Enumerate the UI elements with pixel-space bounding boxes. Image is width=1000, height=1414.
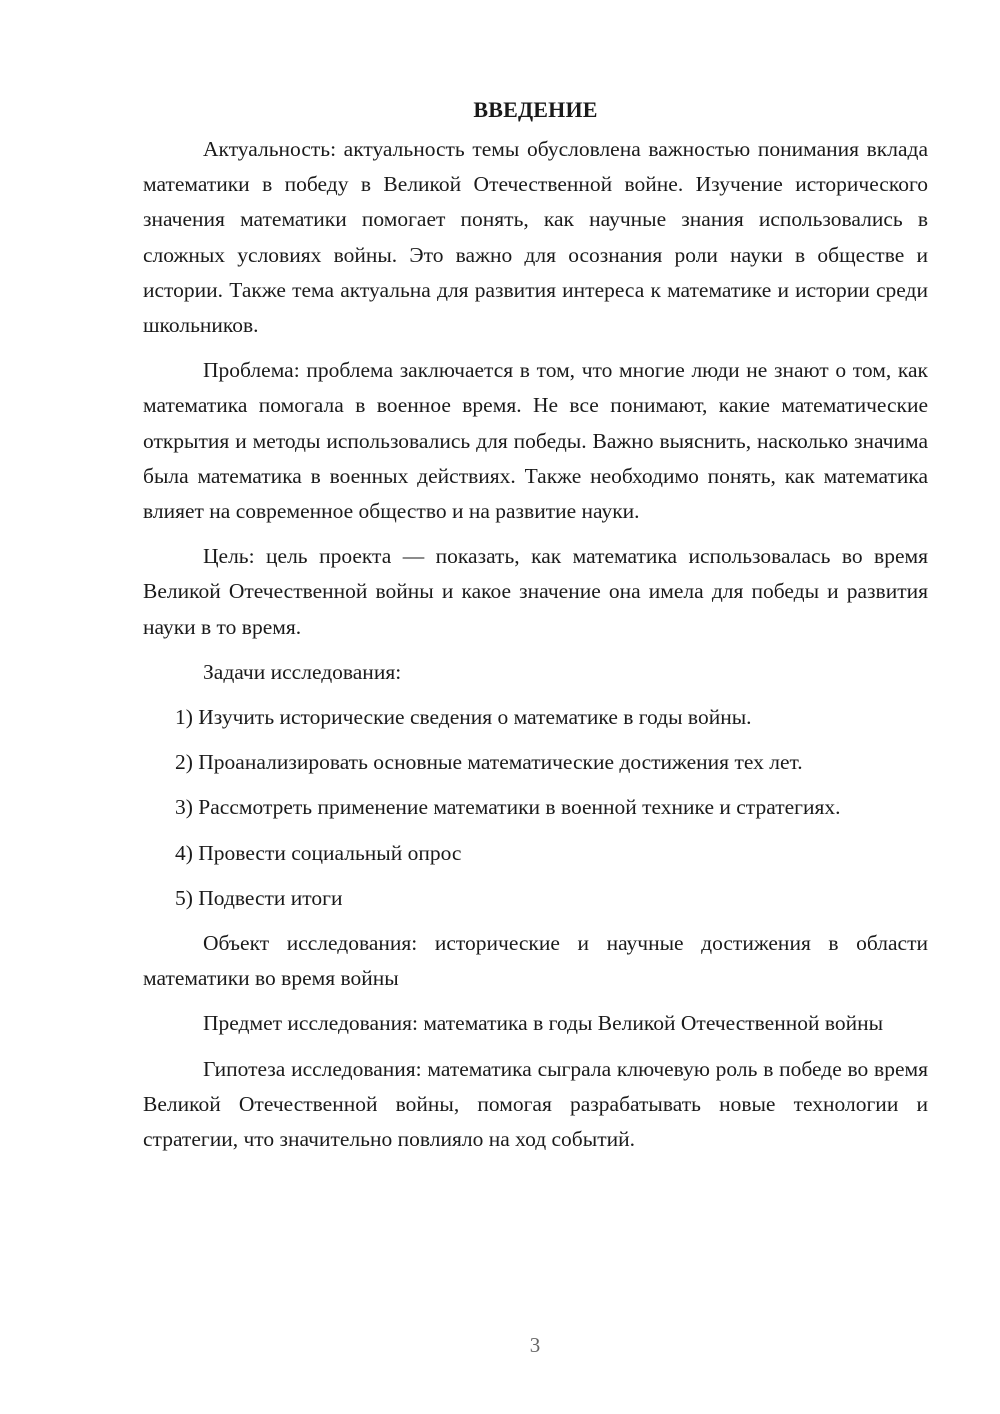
task-item-3: 3) Рассмотреть применение математики в военной технике и стратегиях. [175,795,841,820]
task-item-1: 1) Изучить исторические сведения о математике в годы войны. [175,705,752,730]
tasks-heading: Задачи исследования: [203,659,402,684]
hypothesis-paragraph: Гипотеза исследования: математика сыграла ключевую роль в победе во время Великой Отечественной войны, помогая разрабатывать новые технологии и стратегии, что значительно повлияло на ход событий. [143,1056,928,1152]
document-page [143,96,928,1167]
task-item-2: 2) Проанализировать основные математические достижения тех лет. [175,750,803,775]
object-paragraph: Объект исследования: исторические и научные достижения в области математики во время войны [143,931,928,991]
relevance-paragraph: Актуальность: актуальность темы обусловлена важностью понимания вклада математики в победу в Великой Отечественной войне. Изучение исторического значения математики помогает понять, как научные знания использовались в сложных условиях войны. Это важно для осознания роли науки в обществе и истории. Также тема актуальна для развития интереса к математике и истории среди школьников. [143,137,928,338]
subject-paragraph: Предмет исследования: математика в годы Великой Отечественной войны [203,1011,884,1036]
page-number: 3 [529,1333,541,1357]
goal-paragraph: Цель: цель проекта — показать, как математика использовалась во время Великой Отечественной войны и какое значение она имела для победы и развития науки в то время. [143,544,928,639]
problem-paragraph: Проблема: проблема заключается в том, что многие люди не знают о том, как математика помогала в военное время. Не все понимают, какие математические открытия и методы использовались для победы. Важно выяснить, насколько значима была математика в военных действиях. Также необходимо понять, как математика влияет на современное общество и на развитие науки. [143,358,928,524]
page-title: ВВЕДЕНИЕ [473,97,598,122]
task-item-4: 4) Провести социальный опрос [175,840,462,865]
task-item-5: 5) Подвести итоги [175,885,343,910]
